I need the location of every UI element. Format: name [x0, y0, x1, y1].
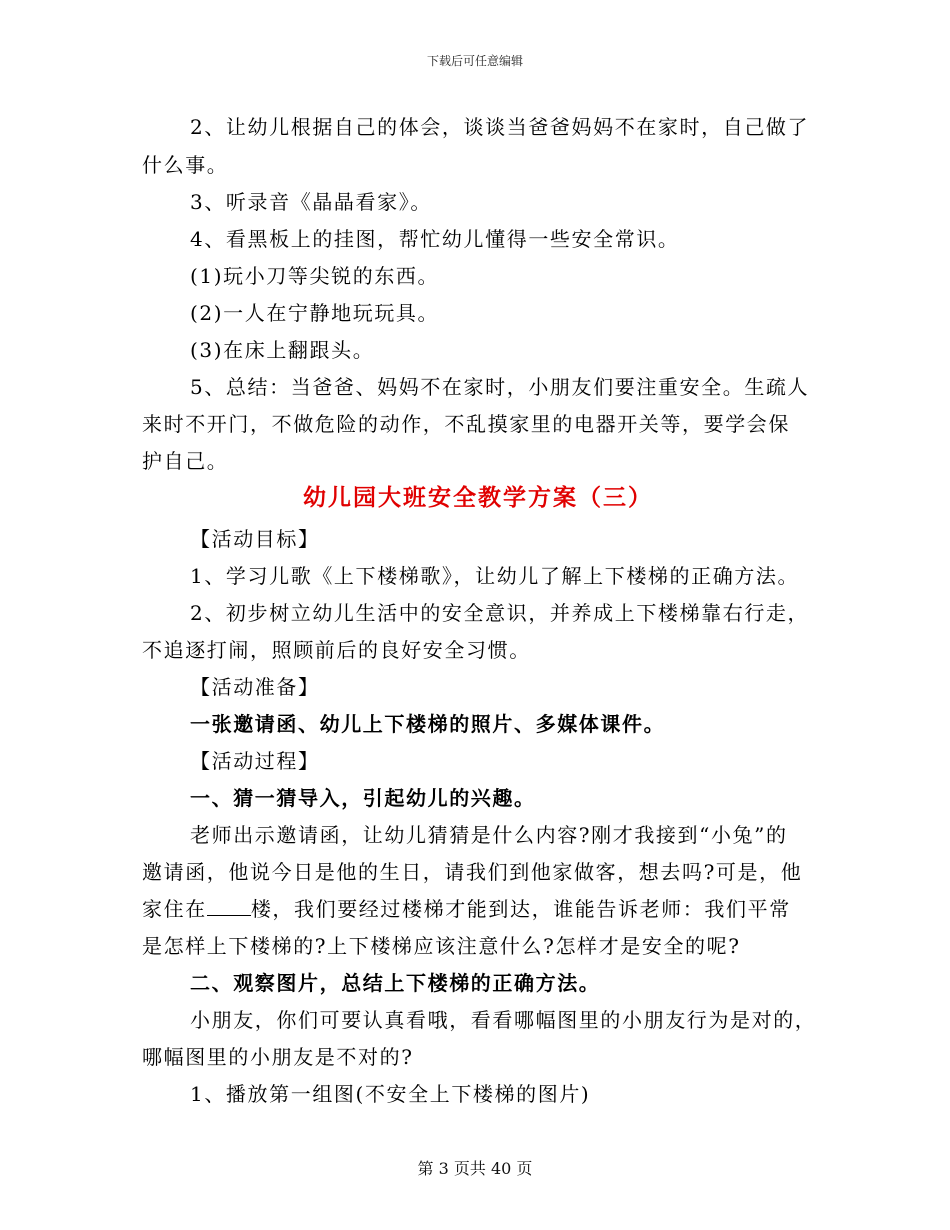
- paragraph-line: 1、播放第一组图(不安全上下楼梯的图片): [190, 1082, 591, 1106]
- paragraph-line: 来时不开门，不做危险的动作，不乱摸家里的电器开关等，要学会保: [142, 412, 790, 436]
- paragraph-line: 邀请函，他说今日是他的生日，请我们到他家做客，想去吗?可是，他: [142, 860, 803, 884]
- step-heading: 一、猜一猜导入，引起幼儿的兴趣。: [190, 786, 536, 810]
- list-item: (1)玩小刀等尖锐的东西。: [190, 264, 440, 288]
- paragraph-line: 2、初步树立幼儿生活中的安全意识，并养成上下楼梯靠右行走，: [190, 601, 810, 625]
- paragraph-line: 是怎样上下楼梯的?上下楼梯应该注意什么?怎样才是安全的呢?: [142, 934, 741, 958]
- paragraph-line: 一张邀请函、幼儿上下楼梯的照片、多媒体课件。: [190, 712, 666, 736]
- fill-blank: [207, 897, 251, 916]
- step-heading: 二、观察图片，总结上下楼梯的正确方法。: [190, 971, 601, 995]
- paragraph-line: 老师出示邀请函，让幼儿猜猜是什么内容?刚才我接到“小兔”的: [190, 823, 788, 847]
- paragraph-line: 1、学习儿歌《上下楼梯歌》，让幼儿了解上下楼梯的正确方法。: [190, 564, 800, 588]
- section-title: 幼儿园大班安全教学方案（三）: [303, 484, 653, 511]
- paragraph-line: [142, 897, 791, 921]
- text-segment: 家住在: [142, 897, 207, 921]
- paragraph-line: 什么事。: [142, 153, 229, 177]
- paragraph-line: 2、让幼儿根据自己的体会，谈谈当爸爸妈妈不在家时，自己做了: [190, 115, 810, 139]
- section-heading: 【活动过程】: [190, 749, 320, 773]
- paragraph-line: 哪幅图里的小朋友是不对的?: [142, 1045, 414, 1069]
- paragraph-line: 小朋友，你们可要认真看哦，看看哪幅图里的小朋友行为是对的，: [190, 1008, 817, 1032]
- paragraph-line: 4、看黑板上的挂图，帮忙幼儿懂得一些安全常识。: [190, 227, 680, 251]
- page-footer: 第 3 页共 40 页: [417, 1159, 533, 1178]
- page-header: 下载后可任意编辑: [426, 54, 523, 68]
- text-segment: 楼，我们要经过楼梯才能到达，谁能告诉老师：我们平常: [250, 897, 791, 921]
- list-item: (3)在床上翻跟头。: [190, 338, 375, 362]
- paragraph-line: 5、总结：当爸爸、妈妈不在家时，小朋友们要注重安全。生疏人: [190, 375, 810, 399]
- paragraph-line: 不追逐打闹，照顾前后的良好安全习惯。: [142, 638, 531, 662]
- section-heading: 【活动准备】: [190, 675, 320, 699]
- section-heading: 【活动目标】: [190, 527, 320, 551]
- paragraph-line: 护自己。: [142, 449, 229, 473]
- list-item: (2)一人在宁静地玩玩具。: [190, 301, 440, 325]
- paragraph-line: 3、听录音《晶晶看家》。: [190, 190, 432, 214]
